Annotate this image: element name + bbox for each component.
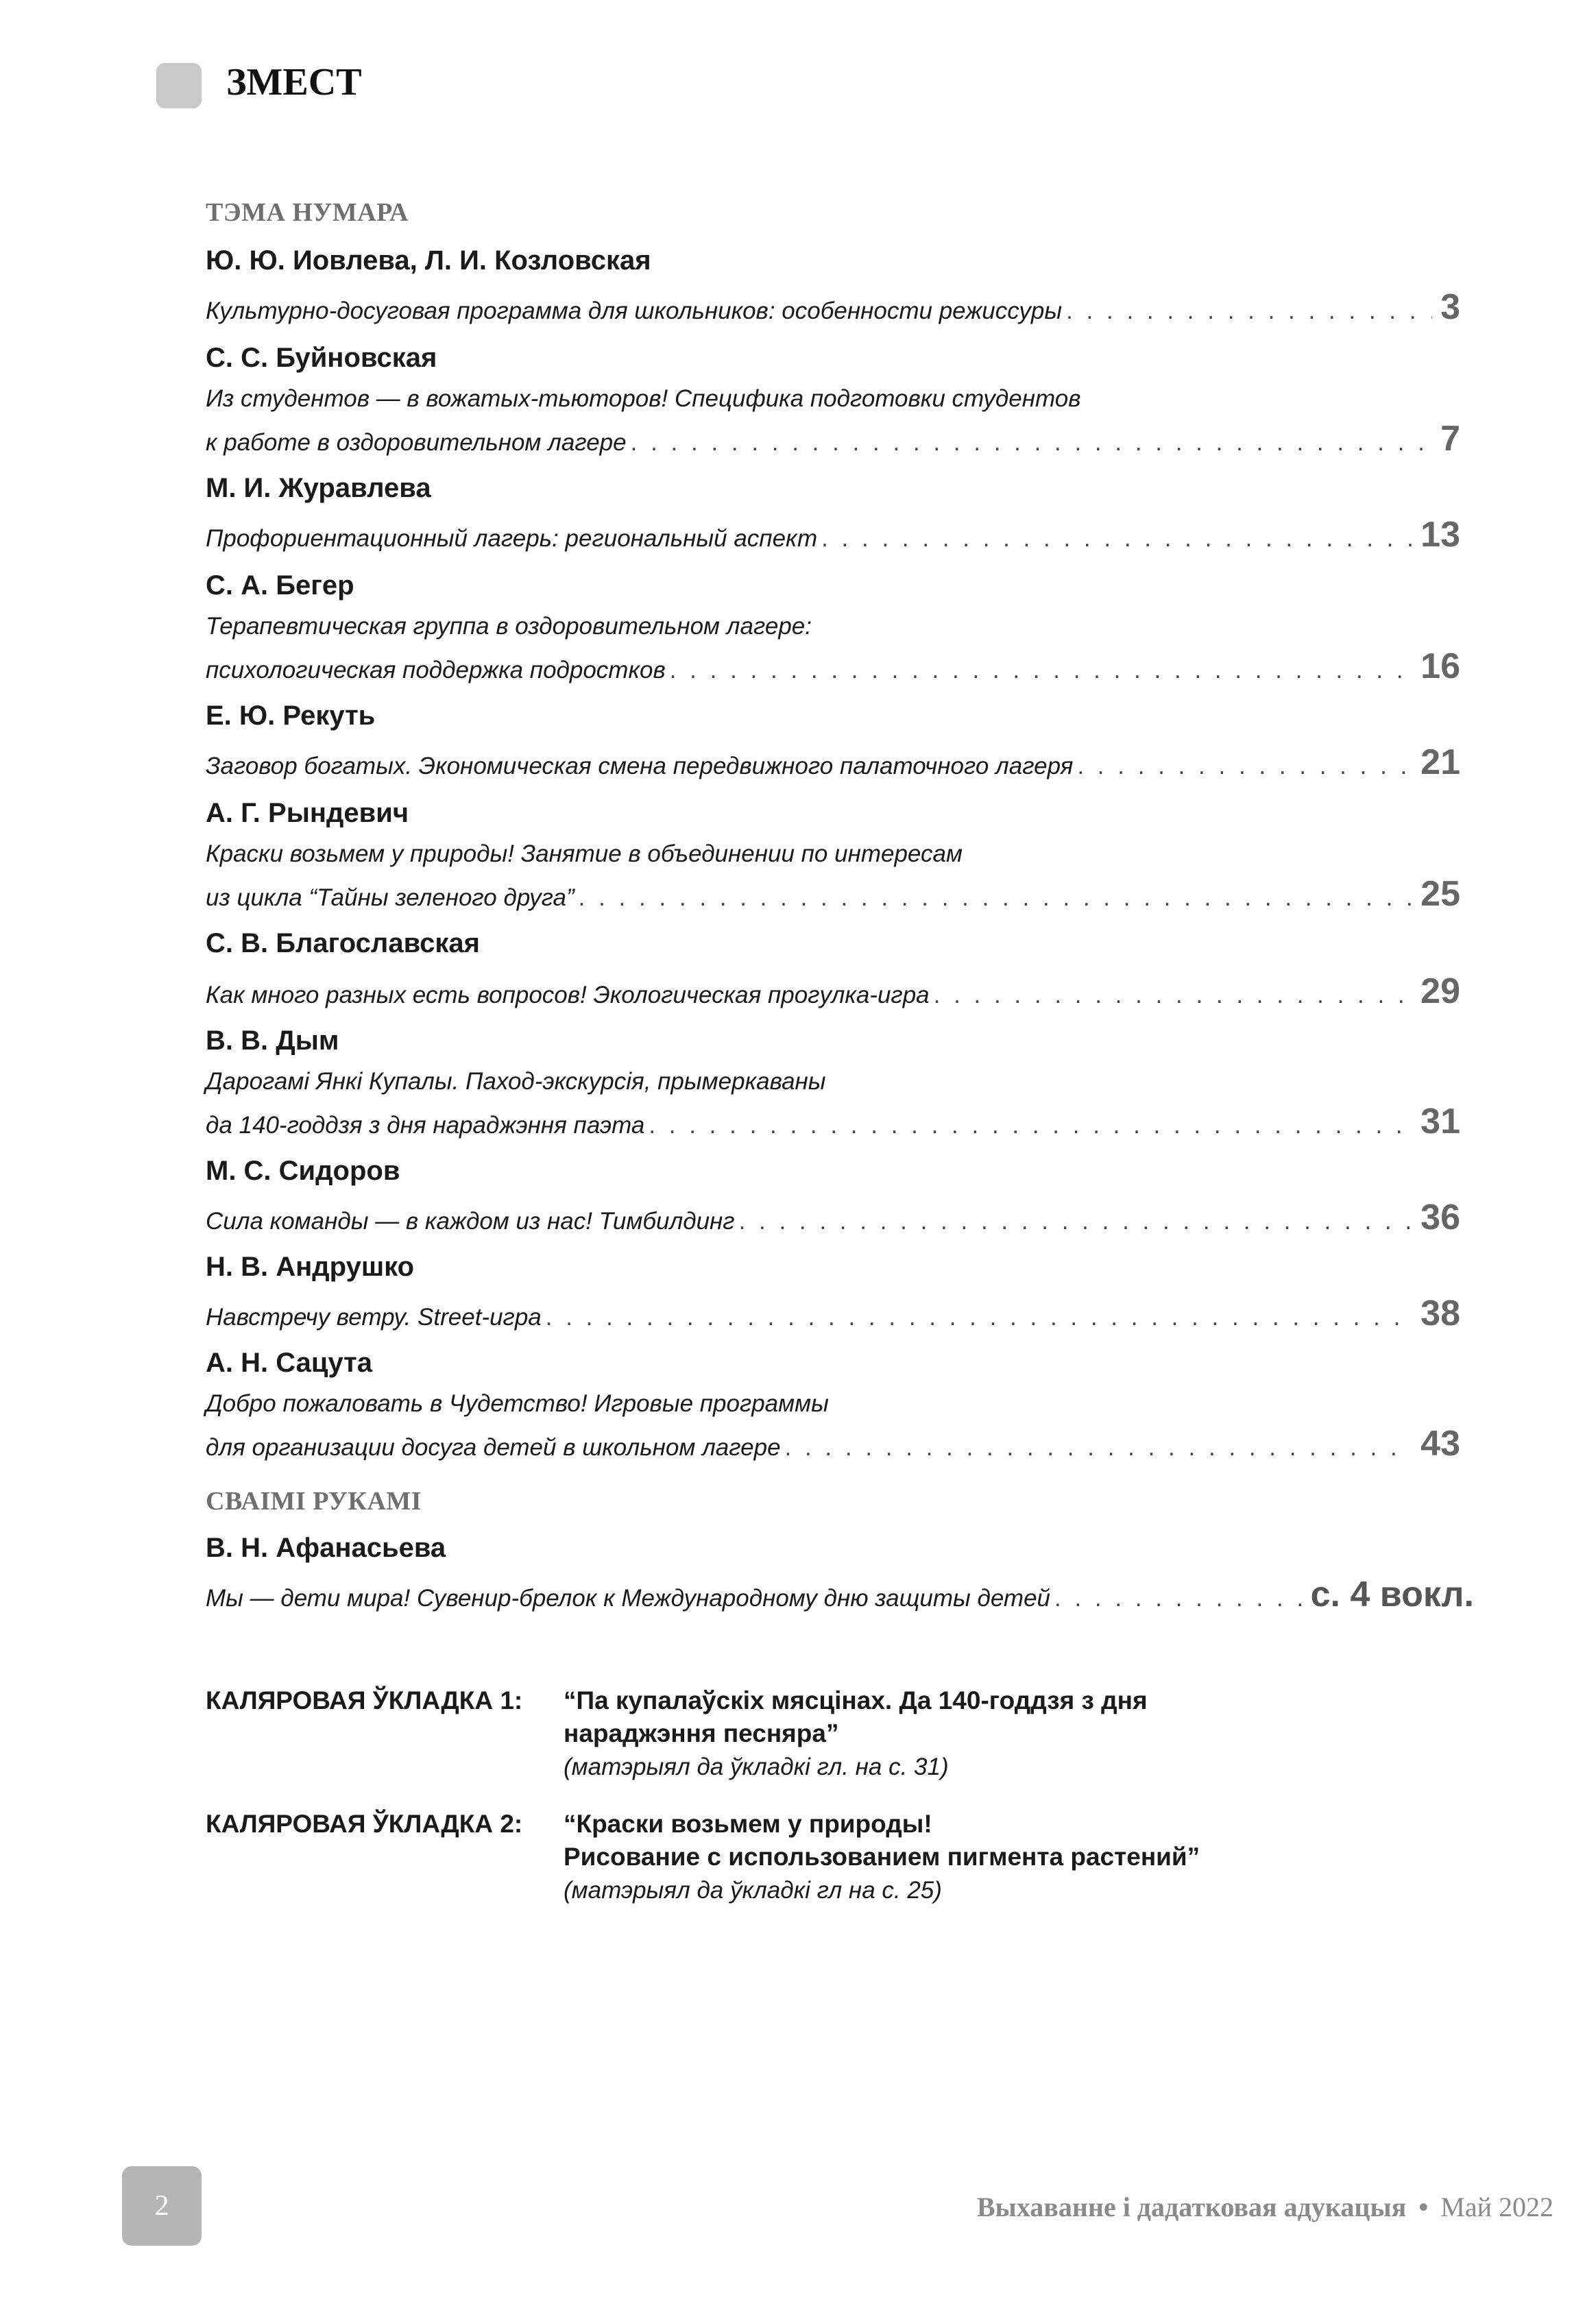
toc-author: Ю. Ю. Иовлева, Л. И. Козловская (206, 245, 651, 276)
toc-author: С. А. Бегер (206, 570, 354, 601)
footer-journal-name: Выхаванне і дадатковая адукацыя (976, 2192, 1407, 2222)
footer-journal-info (977, 2191, 1553, 2223)
toc-page-number: 7 (1440, 419, 1460, 459)
toc-entry-line[interactable] (206, 287, 1460, 328)
toc-author: Н. В. Андрушко (206, 1252, 415, 1282)
toc-entry-title: для организации досуга детей в школьном лагере (206, 1434, 781, 1461)
toc-entry-title: Профориентационный лагерь: региональный аспект (206, 525, 818, 552)
toc-entry-line[interactable] (206, 1574, 1474, 1615)
toc-entry-line[interactable] (206, 971, 1460, 1012)
toc-entry-title: Заговор богатых. Экономическая смена передвижного палаточного лагеря (206, 753, 1074, 779)
leader-dots (1054, 1585, 1303, 1612)
toc-author: А. Н. Сацута (206, 1348, 373, 1378)
toc-page-number: 21 (1420, 742, 1460, 782)
leader-dots (785, 1434, 1413, 1462)
toc-page-number: 43 (1420, 1424, 1460, 1464)
toc-page-number: 13 (1420, 515, 1460, 555)
section-label-theme: ТЭМА НУМАРА (206, 198, 409, 227)
toc-entry-title: Терапевтическая группа в оздоровительном лагере: (206, 613, 812, 640)
leader-dots (934, 982, 1413, 1009)
toc-page-number: 36 (1420, 1198, 1460, 1237)
toc-entry-title: Навстречу ветру. Street-игра (206, 1304, 542, 1331)
color-insert-title[interactable]: нараджэння песняра” (564, 1719, 839, 1747)
toc-entry-title: из цикла “Тайны зеленого друга” (206, 884, 575, 911)
toc-entry-title: Как много разных есть вопросов! Экологическая прогулка-игра (206, 982, 930, 1008)
toc-author: С. С. Буйновская (206, 343, 437, 373)
leader-dots (579, 884, 1413, 912)
leader-dots (546, 1304, 1412, 1331)
toc-entry-title: Мы — дети мира! Сувенир-брелок к Международному дню защиты детей (206, 1585, 1051, 1612)
toc-page-number: 16 (1420, 646, 1460, 686)
toc-entry-title: Дарогамі Янкі Купалы. Паход-экскурсія, прымеркаваны (206, 1068, 826, 1095)
toc-author: А. Г. Рындевич (206, 798, 409, 828)
leader-dots (670, 657, 1412, 684)
toc-author: В. Н. Афанасьева (206, 1533, 446, 1563)
color-insert-label: КАЛЯРОВАЯ ЎКЛАДКА 2: (206, 1810, 523, 1838)
toc-entry-title: Из студентов — в вожатых-тьюторов! Специфика подготовки студентов (206, 385, 1081, 412)
footer-separator: • (1418, 2192, 1429, 2222)
leader-dots (739, 1208, 1413, 1235)
toc-entry-title: Добро пожаловать в Чудетство! Игровые программы (206, 1390, 829, 1417)
toc-entry-line[interactable] (206, 1197, 1460, 1238)
leader-dots (649, 1112, 1412, 1139)
toc-entry-title: Культурно-досуговая программа для школьников: особенности режиссуры (206, 298, 1063, 324)
color-insert-note: (матэрыял да ўкладкі гл на с. 25) (564, 1877, 942, 1904)
toc-author: М. И. Журавлева (206, 473, 431, 503)
leader-dots (631, 429, 1432, 457)
toc-entry-line[interactable] (206, 418, 1460, 459)
toc-entry-line[interactable] (206, 873, 1460, 914)
toc-author: В. В. Дым (206, 1026, 339, 1056)
leader-dots (1066, 298, 1432, 325)
toc-author: С. В. Благославская (206, 928, 481, 958)
color-insert-title[interactable]: “Па купалаўскіх мясцінах. Да 140-годдзя з дня (564, 1686, 1148, 1714)
color-insert-title[interactable]: Рисование с использованием пигмента растений” (564, 1843, 1200, 1871)
color-insert-label: КАЛЯРОВАЯ ЎКЛАДКА 1: (206, 1686, 523, 1714)
toc-author: М. С. Сидоров (206, 1156, 400, 1186)
toc-entry-title: да 140-годдзя з дня нараджэння паэта (206, 1112, 645, 1139)
toc-entry-line[interactable] (206, 1293, 1460, 1334)
toc-entry-line[interactable] (206, 646, 1460, 687)
toc-entry-title: психологическая поддержка подростков (206, 657, 666, 683)
page-number-badge: 2 (122, 2166, 202, 2246)
toc-page-number: 38 (1420, 1294, 1460, 1333)
toc-page-number: 3 (1440, 287, 1460, 327)
toc-entry-title: Сила команды — в каждом из нас! Тимбилдинг (206, 1208, 735, 1235)
color-insert-title[interactable]: “Краски возьмем у природы! (564, 1810, 932, 1838)
toc-page-number: 25 (1420, 874, 1460, 914)
leader-dots (821, 525, 1412, 553)
toc-entry-line[interactable] (206, 514, 1460, 555)
section-label-handmade: СВАІМІ РУКАМІ (206, 1487, 422, 1516)
toc-entry-line[interactable] (206, 1101, 1460, 1142)
toc-entry-line[interactable] (206, 742, 1460, 783)
header-square-mark (156, 63, 202, 108)
page-title: ЗМЕСТ (226, 61, 362, 104)
toc-entry-title: Краски возьмем у природы! Занятие в объединении по интересам (206, 840, 963, 867)
color-insert-note: (матэрыял да ўкладкі гл. на с. 31) (564, 1754, 949, 1780)
toc-entry-title: к работе в оздоровительном лагере (206, 429, 627, 456)
toc-page-number: 29 (1420, 971, 1460, 1011)
toc-author: Е. Ю. Рекуть (206, 701, 376, 731)
footer-issue-date: Май 2022 (1440, 2192, 1553, 2222)
toc-page-number: с. 4 вокл. (1310, 1575, 1474, 1614)
toc-entry-line[interactable] (206, 1423, 1460, 1464)
toc-page-number: 31 (1420, 1102, 1460, 1141)
leader-dots (1077, 753, 1412, 780)
